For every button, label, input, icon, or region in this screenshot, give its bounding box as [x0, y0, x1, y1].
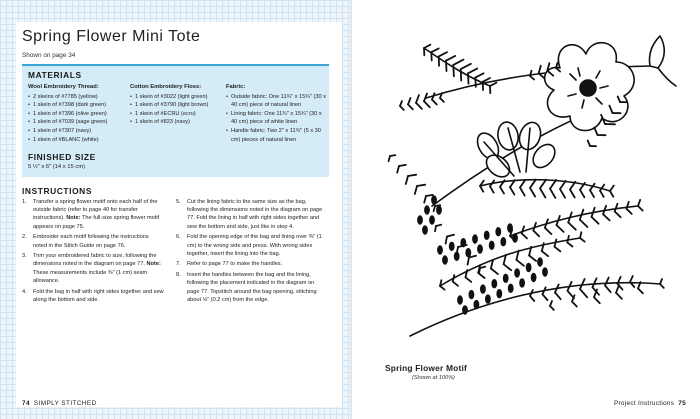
instruction-step — [22, 198, 164, 231]
instruction-step — [22, 233, 164, 249]
left-folio — [22, 400, 97, 407]
step-text: Cut the lining fabric to the same size as the bag, following the dimensions noted in the diagram on page 77. Fold the lining in half with right sides together and sew the bottom and side, just like in step 4. — [187, 199, 323, 230]
fabric-heading: Fabric: — [226, 84, 246, 90]
gutter — [350, 0, 352, 419]
motif-caption: Spring Flower Motif — [385, 363, 467, 373]
step-text: Trim your embroidered fabric to size, following the dimensions noted in the diagram on page 77. Note: These measurements include ⅜" (1 cm) seam allowance. — [33, 253, 161, 284]
instructions-column-1 — [22, 198, 164, 306]
instruction-step — [176, 271, 326, 304]
cotton-column — [130, 83, 230, 127]
spring-flower-motif-illustration — [380, 6, 680, 366]
book-title: SIMPLY STITCHED — [33, 400, 97, 407]
material-item: • 1 skein of #3790 (light brown) — [130, 101, 230, 110]
bud-stem — [658, 68, 676, 86]
step-text: Refer to page 77 to make the handles. — [187, 261, 283, 268]
step-number: 1. — [22, 199, 27, 205]
instruction-step — [176, 198, 326, 231]
material-item: • 1 skein of #ECRU (ecru) — [130, 110, 230, 119]
step-number: 3. — [22, 253, 27, 260]
step-number: 4. — [22, 288, 27, 295]
material-item: • 1 skein of #7398 (dark green) — [28, 101, 128, 110]
material-item: • Lining fabric: One 11¾" x 15¾" (30 x 40 cm) piece of white linen — [226, 110, 326, 127]
bud-icon — [649, 36, 664, 68]
material-item: • 1 skein of #BLANC (white) — [28, 136, 128, 145]
instructions-column-2 — [176, 198, 326, 306]
materials-box — [22, 64, 329, 177]
cotton-list — [130, 93, 230, 127]
step-text: Insert the handles between the bag and the lining, following the placement indicated in the diagram on page 77. Topstitch around the bag opening, stitching about ⅛" (0.2 cm) from the edge. — [187, 272, 317, 303]
right-page — [350, 0, 700, 419]
cotton-heading: Cotton Embroidery Floss: — [130, 84, 202, 90]
material-item: • 1 skein of #823 (navy) — [130, 118, 230, 127]
branch-fern-top — [424, 48, 490, 86]
step-number: 2. — [22, 234, 27, 241]
step-text: Fold the opening edge of the bag and lining over ⅜" (1 cm) to the wrong side and press. With wrong sides together, insert the lining into the bag. — [187, 234, 322, 257]
step-number: 8. — [176, 272, 181, 279]
branch-fern-right — [510, 206, 638, 236]
instructions-heading: INSTRUCTIONS — [22, 186, 93, 196]
section-title: Project Instructions — [613, 400, 675, 407]
material-item: • 1 skein of #7396 (olive green) — [28, 110, 128, 119]
material-item: • 1 skein of #7039 (sage green) — [28, 118, 128, 127]
finished-size-heading: FINISHED SIZE — [28, 152, 96, 162]
motif-caption-sub: (Shown at 100%) — [412, 375, 455, 381]
step-text: Embroider each motif following the instructions noted in the Stitch Guide on page 76. — [33, 234, 149, 249]
instruction-step — [176, 233, 326, 258]
wool-column — [28, 83, 128, 144]
step-number: 5. — [176, 199, 181, 205]
step-number: 7. — [176, 261, 181, 268]
page-title: Spring Flower Mini Tote — [22, 28, 201, 45]
material-item: • Outside fabric: One 11¾" x 15¾" (30 x 40 cm) piece of natural linen — [226, 93, 326, 110]
materials-heading: MATERIALS — [28, 70, 82, 80]
instruction-step — [176, 260, 326, 268]
material-item: • Handle fabric: Two 2" x 11¾" (5 x 30 cm) pieces of natural linen — [226, 127, 326, 144]
material-item: • 1 skein of #7307 (navy) — [28, 127, 128, 136]
step-text: Transfer a spring flower motif onto each half of the outside fabric (refer to page 40 for transfer instructions). Note: The full-size spring flower motif appears on page 75. — [33, 199, 160, 230]
fabric-column — [226, 83, 326, 144]
right-folio — [614, 400, 686, 407]
step-number: 6. — [176, 234, 181, 241]
wool-heading: Wool Embroidery Thread: — [28, 84, 99, 90]
finished-size-value: 5 ½" x 6" (14 x 15 cm) — [28, 164, 85, 170]
material-item: • 2 skeins of #7785 (yellow) — [28, 93, 128, 102]
shown-on-note: Shown on page 34 — [22, 52, 76, 59]
instruction-step — [22, 288, 164, 304]
left-page-number: 74 — [22, 400, 30, 407]
flower-icon — [545, 43, 635, 131]
wool-list — [28, 93, 128, 145]
step-text: Fold the bag in half with right sides together and sew along the bottom and side. — [33, 288, 164, 303]
instruction-step — [22, 252, 164, 285]
right-page-number: 75 — [678, 400, 686, 407]
branch-lower — [410, 283, 660, 336]
fabric-list — [226, 93, 326, 145]
material-item: • 1 skein of #3022 (light green) — [130, 93, 230, 102]
